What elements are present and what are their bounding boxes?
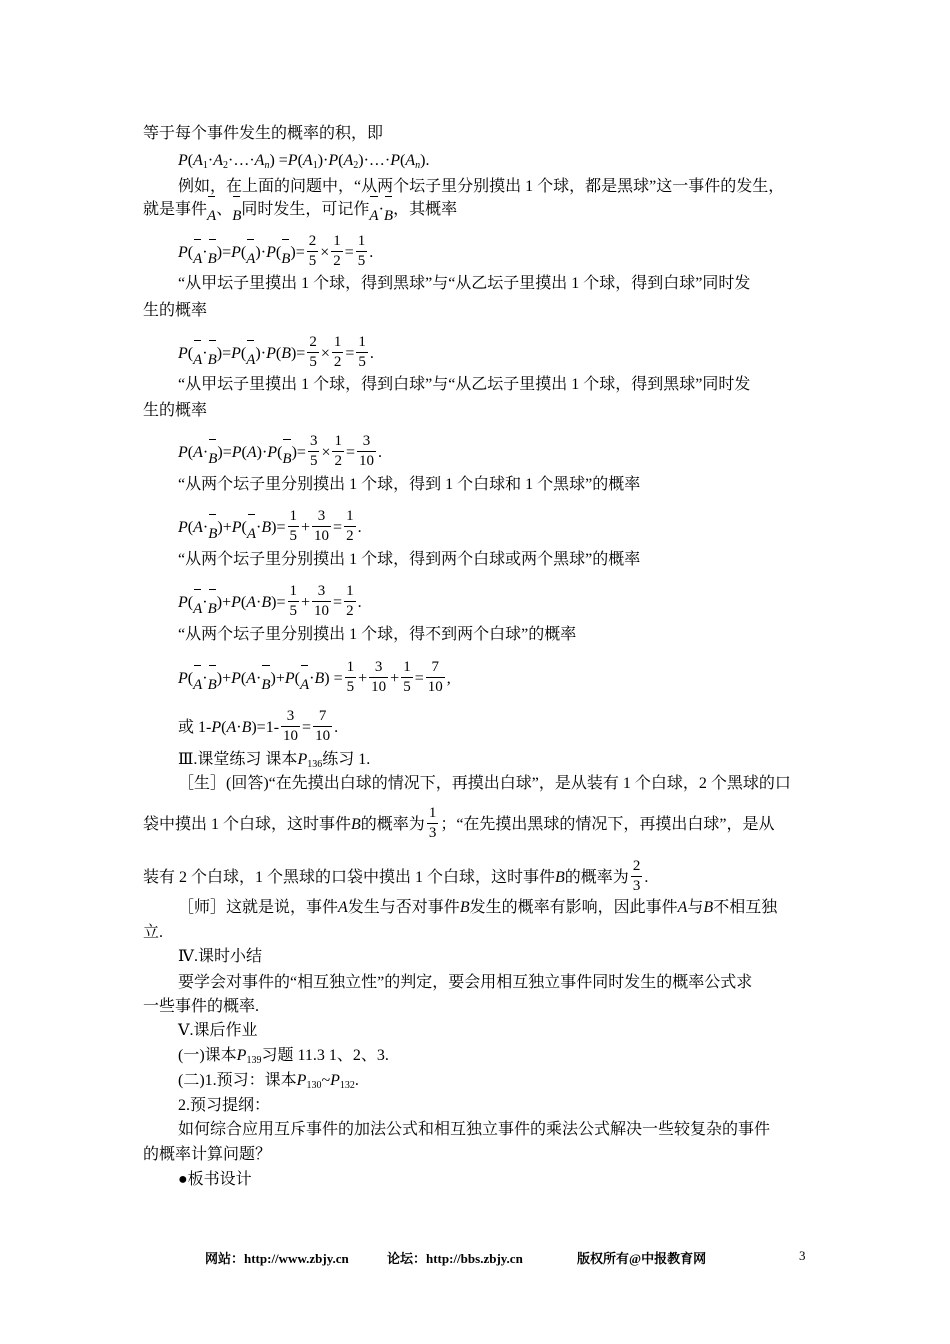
paragraph-line: (二)1.预习：课本$P_{130}\sim P_{132}$. [178,1072,359,1091]
section-heading: Ⅲ.课堂练习 课本$P_{136}$练习 1. [178,751,371,770]
paragraph-line: ［生］(回答)“在先摸出白球的情况下，再摸出白球”，是从装有 1 个白球，2 个黑球的口 [178,775,791,792]
formula-line: P( A· B)+P(A·B)= $\frac{1}{5}$ + $\frac{3}{10}$ = $\frac{1}{2}$ . [178,583,362,619]
footer-forum-link[interactable]: 论坛：http://bbs.zbjy.cn [387,1251,523,1266]
paragraph-line: 生的概率 [143,302,208,319]
paragraph-line: “从甲坛子里摸出 1 个球，得到黑球”与“从乙坛子里摸出 1 个球，得到白球”同时发 [178,275,751,292]
formula-line: P(A· B)+P( A·B)= $\frac{1}{5}$ + $\frac{3}{10}$ = $\frac{1}{2}$ . [178,508,362,544]
section-heading: Ⅴ.课后作业 [178,1022,258,1039]
paragraph-line: (一)课本$P_{139}$习题 11.3 1、2、3. [178,1047,389,1066]
footer-site-link[interactable]: 网站：http://www.zbjy.cn [205,1251,349,1266]
paragraph-line: 就是事件 A、 B同时发生，可记作 A· B，其概率 [143,199,457,221]
formula-product: $P(A_1\cdot A_2\cdot\dots\cdot A_n)$ $=P(A_1)\cdot P(A_2)\cdot\dots\cdot P(A_n)$. [178,152,430,171]
paragraph-line: 袋中摸出 1 个白球，这时事件B的概率为 $\frac{1}{3}$ ；“在先摸出黑球的情况下，再摸出白球”，是从 [143,805,775,841]
section-heading: Ⅳ.课时小结 [178,948,262,965]
paragraph-line: “从两个坛子里分别摸出 1 个球，得到两个白球或两个黑球”的概率 [178,551,641,568]
paragraph-line: 2.预习提纲： [178,1097,271,1114]
paragraph-line: 一些事件的概率. [143,998,260,1015]
section-heading: ●板书设计 [178,1171,252,1188]
paragraph-line: 生的概率 [143,402,208,419]
paragraph-line: “从两个坛子里分别摸出 1 个球，得不到两个白球”的概率 [178,626,577,643]
formula-line: P( A· B)=P( A)·P(B)= $\frac{2}{5}$ × $\frac{1}{2}$ = $\frac{1}{5}$ . [178,334,374,370]
paragraph-line: 等于每个事件发生的概率的积，即 [143,125,384,142]
formula-line: 或 1-P(A·B)=1- $\frac{3}{10}$ = $\frac{7}{10}$ . [178,708,339,744]
formula-line: P( A· B)+P(A· B)+P( A·B) = $\frac{1}{5}$ + $\frac{3}{10}$ + $\frac{1}{5}$ = $\frac{7}{10}$ , [178,659,451,695]
formula-line: P( A· B)=P( A)·P( B)= $\frac{2}{5}$ × $\frac{1}{2}$ = $\frac{1}{5}$ . [178,233,374,269]
paragraph-line: ［师］这就是说，事件A发生与否对事件B发生的概率有影响，因此事件A与B不相互独 [178,899,778,916]
paragraph-line: 要学会对事件的“相互独立性”的判定，要会用相互独立事件同时发生的概率公式求 [178,974,753,991]
paragraph-line: 装有 2 个白球，1 个黑球的口袋中摸出 1 个白球，这时事件B的概率为 $\frac{2}{3}$ . [143,858,649,894]
page-number: 3 [799,1248,806,1263]
paragraph-line: 例如，在上面的问题中，“从两个坛子里分别摸出 1 个球，都是黑球”这一事件的发生， [178,178,785,195]
paragraph-line: 如何综合应用互斥事件的加法公式和相互独立事件的乘法公式解决一些较复杂的事件 [178,1121,771,1138]
formula-line: P(A· B)=P(A)·P( B)= $\frac{3}{5}$ × $\frac{1}{2}$ = $\frac{3}{10}$ . [178,433,382,469]
paragraph-line: 的概率计算问题？ [143,1146,272,1163]
paragraph-line: “从甲坛子里摸出 1 个球，得到白球”与“从乙坛子里摸出 1 个球，得到黑球”同时发 [178,376,751,393]
paragraph-line: “从两个坛子里分别摸出 1 个球，得到 1 个白球和 1 个黑球”的概率 [178,476,641,493]
paragraph-line: 立. [143,924,164,941]
footer-copyright: 版权所有@中报教育网 [577,1251,707,1266]
